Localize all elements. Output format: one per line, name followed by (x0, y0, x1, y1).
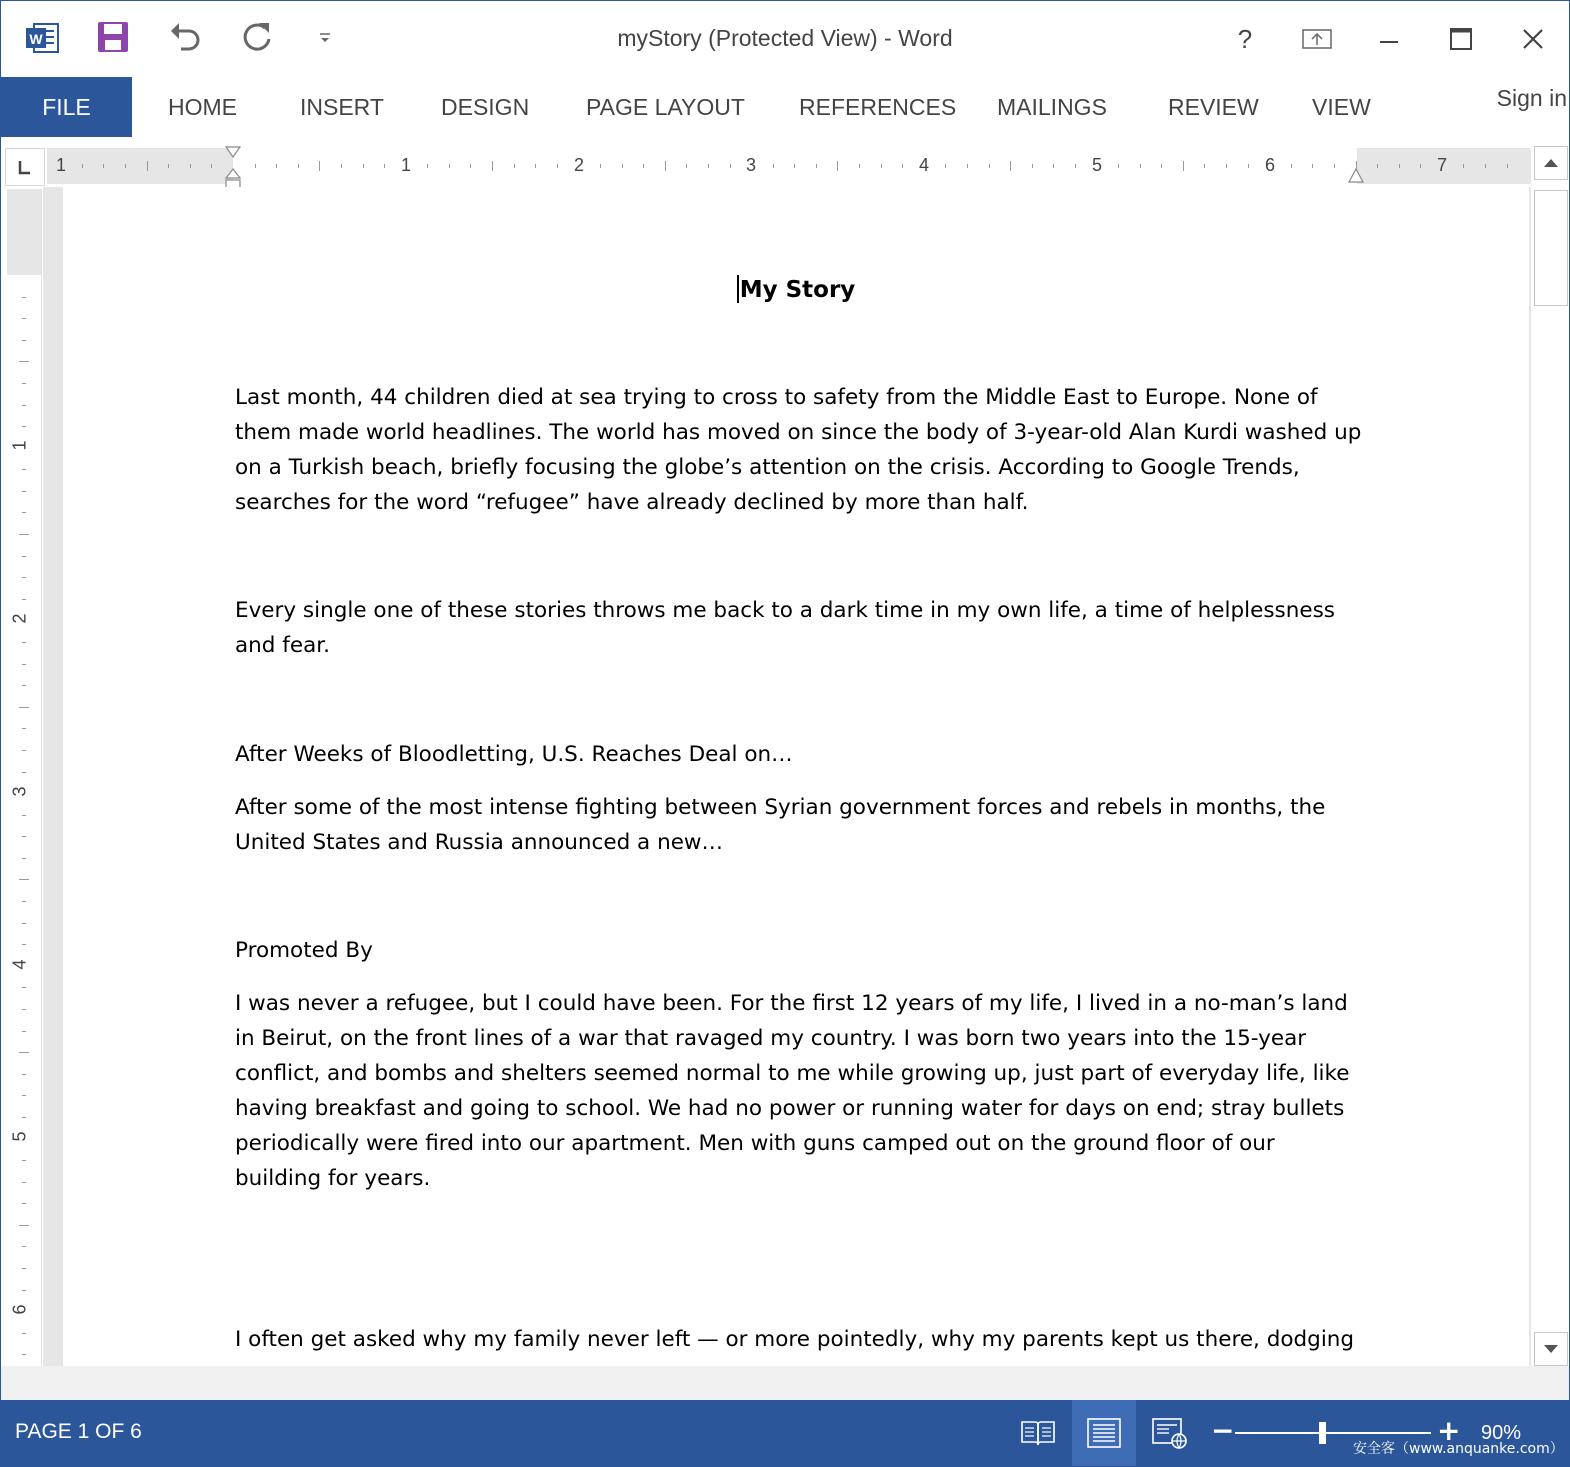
ruler-tick (211, 164, 212, 168)
ruler-tick (1140, 164, 1141, 168)
left-tab-icon (6, 149, 44, 185)
print-layout-button[interactable] (1072, 1400, 1136, 1466)
ruler-tick (125, 164, 126, 168)
document-title-text: My Story (739, 277, 856, 303)
ruler-tick (794, 164, 795, 168)
tab-review[interactable]: REVIEW (1168, 93, 1259, 120)
ruler-tick (147, 161, 148, 171)
ruler-tick (22, 1268, 26, 1269)
scroll-up-button[interactable] (1534, 146, 1568, 180)
ruler-tick (22, 858, 26, 859)
zoom-level[interactable]: 90% (1481, 1422, 1522, 1444)
window-title: myStory (Protected View) - Word (617, 25, 953, 51)
ruler-number: 2 (574, 155, 585, 175)
ruler-tick (19, 707, 29, 708)
ruler-tick (22, 599, 26, 600)
ruler-tick (22, 1246, 26, 1247)
scroll-thumb[interactable] (1534, 190, 1568, 306)
zoom-in-button[interactable]: + (1437, 1414, 1461, 1447)
ruler-tick (22, 923, 26, 924)
vertical-ruler[interactable] (7, 189, 42, 1366)
minimize-button[interactable] (1367, 17, 1411, 61)
ruler-tick (22, 1354, 26, 1355)
ruler-number: 5 (9, 1131, 30, 1142)
ruler-tick (22, 944, 26, 945)
tab-view[interactable]: VIEW (1312, 93, 1371, 120)
paragraph[interactable]: I was never a refugee, but I could have been. For the first 12 years of my life, I lived in a no-man’s land in Beirut, on the front lines of a war that ravaged my country. I was born two years into the 15-year conflict, and bombs and shelters seemed normal to me while growing up, just part of everyday life, like having breakfast and going to school. We had no power or running water for days on end; stray bullets periodically were fired into our apartment. Men with guns camped out on the ground floor of our building for years. (235, 991, 1350, 1191)
ruler-tick (22, 1074, 26, 1075)
ruler-tick (859, 164, 860, 168)
help-button[interactable] (1223, 17, 1267, 61)
ruler-number: 4 (9, 959, 30, 970)
ruler-tick (22, 405, 26, 406)
ruler-tick (22, 901, 26, 902)
ruler-tick (22, 772, 26, 773)
ruler-tick (168, 164, 169, 168)
ruler-tick (643, 164, 644, 168)
ruler-tick (773, 164, 774, 168)
tab-selector[interactable] (5, 148, 45, 186)
ruler-tick (1053, 164, 1054, 168)
tab-home[interactable]: HOME (168, 93, 237, 120)
ruler-tick (298, 164, 299, 168)
ruler-number: 3 (746, 155, 757, 175)
ruler-number: 1 (56, 155, 67, 175)
zoom-slider-track[interactable] (1235, 1432, 1431, 1434)
print-layout-icon (1086, 1417, 1122, 1449)
svg-text:W: W (29, 31, 43, 47)
help-icon: ? (1237, 23, 1253, 54)
ruler-tick (492, 161, 493, 171)
ruler-tick (22, 1031, 26, 1032)
tab-mailings[interactable]: MAILINGS (997, 93, 1107, 120)
ruler-number: 1 (401, 155, 412, 175)
ruler-tick (384, 164, 385, 168)
ruler-tick (989, 164, 990, 168)
ruler-tick (470, 164, 471, 168)
scroll-down-button[interactable] (1534, 1332, 1568, 1366)
status-bar (1, 1400, 1569, 1466)
ruler-tick (22, 1009, 26, 1010)
ruler-tick (881, 164, 882, 168)
arrow-down-icon (1543, 1344, 1559, 1354)
ruler-tick (22, 577, 26, 578)
ruler-tick (557, 164, 558, 168)
ruler-tick (22, 1290, 26, 1291)
ruler-tick (22, 836, 26, 837)
ruler-tick (22, 815, 26, 816)
ruler-tick (190, 164, 191, 168)
read-mode-button[interactable] (1006, 1400, 1070, 1466)
ruler-tick (1010, 161, 1011, 171)
ruler-tick (600, 164, 601, 168)
ruler-tick (19, 879, 29, 880)
ruler-tick (255, 164, 256, 168)
ruler-tick (945, 164, 946, 168)
paragraph[interactable]: Last month, 44 children died at sea trying to cross to safety from the Middle East to Europe. None of them made world headlines. The world has moved on since the body of 3-year-old Alan Kurdi washed up on a Turkish beach, briefly focusing the globe’s attention on the crisis. According to Google Trends, searches for the word “refugee” have already declined by more than half. (235, 385, 1362, 515)
ruler-tick (22, 750, 26, 751)
ruler-number: 5 (1092, 155, 1103, 175)
ruler-tick (1161, 164, 1162, 168)
ruler-number: 3 (9, 786, 30, 797)
first-line-indent-marker[interactable] (224, 146, 242, 164)
ruler-tick (816, 164, 817, 168)
page-number-indicator[interactable]: PAGE 1 OF 6 (15, 1420, 142, 1443)
ruler-tick (967, 164, 968, 168)
ruler-tick (449, 164, 450, 168)
read-mode-icon (1020, 1418, 1056, 1448)
ruler-tick (22, 556, 26, 557)
arrow-up-icon (1543, 158, 1559, 168)
ruler-tick (22, 1160, 26, 1161)
ruler-tick (622, 164, 623, 168)
text-cursor (737, 275, 739, 303)
tab-references[interactable]: REFERENCES (799, 93, 957, 120)
ruler-tick (22, 1095, 26, 1096)
ruler-tick (276, 164, 277, 168)
ruler-tick (22, 297, 26, 298)
ruler-tick (1334, 164, 1335, 168)
sign-in-link[interactable]: Sign in (1496, 85, 1567, 111)
ruler-number: 4 (919, 155, 930, 175)
minimize-icon (1378, 28, 1400, 50)
ruler-tick (22, 512, 26, 513)
ruler-tick (708, 164, 709, 168)
ruler-tick (1226, 164, 1227, 168)
paragraph[interactable]: I often get asked why my family never left — or more pointedly, why my parents kept us there, dodging (235, 1327, 1355, 1352)
right-indent-marker[interactable] (1347, 168, 1365, 186)
watermark-text: 安全客（www.anquanke.com） (1353, 1441, 1564, 1457)
ruler-tick (22, 664, 26, 665)
tab-insert[interactable]: INSERT (300, 93, 384, 120)
ruler-tick (1075, 164, 1076, 168)
tab-page-layout[interactable]: PAGE LAYOUT (586, 93, 745, 120)
ruler-tick (22, 426, 26, 427)
document-page[interactable] (63, 187, 1529, 1367)
close-button[interactable] (1511, 17, 1555, 61)
ruler-tick (22, 383, 26, 384)
ruler-tick (1485, 164, 1486, 168)
ruler-tick (22, 1203, 26, 1204)
vertical-scrollbar[interactable] (1531, 144, 1569, 1366)
document-area[interactable] (43, 187, 1531, 1367)
ribbon-display-button[interactable] (1295, 17, 1339, 61)
ruler-tick (22, 491, 26, 492)
ribbon-tabs (1, 77, 1569, 137)
ruler-tick (1118, 164, 1119, 168)
document-bottom-gap (1, 1366, 1569, 1400)
ribbon-display-icon (1302, 27, 1332, 51)
ruler-tick (22, 728, 26, 729)
ruler-tick (19, 1052, 29, 1053)
ruler-number: 6 (1265, 155, 1276, 175)
ruler-tick (341, 164, 342, 168)
ruler-tick (19, 361, 29, 362)
paragraph[interactable]: After some of the most intense fighting between Syrian government forces and rebels in months, the United States and Russia announced a new… (235, 795, 1326, 855)
ruler-tick (22, 685, 26, 686)
ruler-tick (22, 1333, 26, 1334)
ruler-tick (363, 164, 364, 168)
ruler-number: 6 (9, 1304, 30, 1315)
horizontal-ruler[interactable] (47, 148, 1531, 184)
ruler-tick (1032, 164, 1033, 168)
tab-design[interactable]: DESIGN (441, 93, 530, 120)
ruler-tick (1248, 164, 1249, 168)
ruler-tick (22, 1117, 26, 1118)
ruler-tick (22, 642, 26, 643)
ruler-tick (1420, 164, 1421, 168)
ruler-tick (1377, 164, 1378, 168)
ruler-number: 2 (9, 613, 30, 624)
ruler-tick (535, 164, 536, 168)
zoom-slider-thumb[interactable] (1319, 1422, 1326, 1444)
ruler-tick (427, 164, 428, 168)
paragraph[interactable]: After Weeks of Bloodletting, U.S. Reaches Deal on… (235, 742, 793, 767)
ruler-tick (1463, 164, 1464, 168)
document-title[interactable] (63, 275, 1529, 303)
ruler-tick (1183, 161, 1184, 171)
paragraph[interactable]: Promoted By (235, 938, 373, 963)
ruler-tick (22, 469, 26, 470)
maximize-button[interactable] (1439, 17, 1483, 61)
ruler-tick (22, 340, 26, 341)
title-bar (1, 1, 1569, 77)
ruler-number: 1 (9, 440, 30, 451)
maximize-icon (1449, 27, 1473, 51)
ruler-tick (902, 164, 903, 168)
ruler-tick (19, 534, 29, 535)
ruler-number: 7 (1437, 155, 1448, 175)
ruler-tick (1399, 164, 1400, 168)
ruler-tick (1291, 164, 1292, 168)
web-layout-button[interactable] (1138, 1400, 1202, 1466)
ruler-tick (686, 164, 687, 168)
ruler-tick (82, 164, 83, 168)
ruler-tick (19, 1225, 29, 1226)
web-layout-icon (1151, 1417, 1189, 1449)
ruler-tick (22, 318, 26, 319)
ruler-tick (319, 161, 320, 171)
ruler-tick (22, 987, 26, 988)
ruler-tick (514, 164, 515, 168)
ruler-tick (1312, 164, 1313, 168)
paragraph[interactable]: Every single one of these stories throws me back to a dark time in my own life, a time of helplessness and fear. (235, 598, 1335, 658)
close-icon (1521, 27, 1545, 51)
ruler-tick (22, 1182, 26, 1183)
ruler-tick (665, 161, 666, 171)
ruler-top-margin (7, 189, 41, 275)
ruler-tick (837, 161, 838, 171)
zoom-out-button[interactable]: − (1211, 1414, 1235, 1447)
tab-file[interactable]: FILE (1, 77, 132, 137)
ruler-tick (1507, 164, 1508, 168)
ruler-tick (103, 164, 104, 168)
ruler-tick (730, 164, 731, 168)
ruler-tick (1204, 164, 1205, 168)
